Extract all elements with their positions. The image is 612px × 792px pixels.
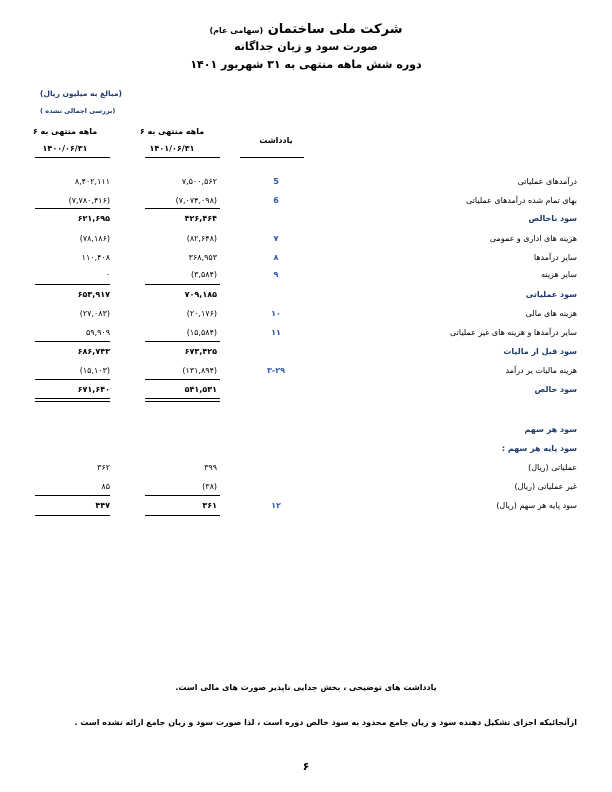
row-value-current: ۵۴۱,۵۳۱: [184, 385, 217, 394]
column-header-prior: [15, 127, 115, 153]
eps-row-label: غیر عملیاتی (ریال): [514, 482, 577, 491]
row-value-current: ۷,۵۰۰,۵۶۲: [181, 177, 217, 186]
row-value-prior: ۶۸۶,۷۴۳: [77, 347, 110, 356]
company-name: [0, 22, 612, 37]
subtotal-line: [35, 341, 110, 342]
header-underline-prior: [35, 157, 110, 158]
row-value-prior: (۷۸,۱۸۶): [79, 234, 110, 243]
row-label: هزینه مالیات بر درآمد: [505, 366, 577, 375]
statement-title: صورت سود و زیان جداگانه: [234, 40, 378, 53]
eps-row-note: ۱۲: [271, 501, 281, 510]
row-value-prior: ۵۹,۹۰۹: [85, 328, 110, 337]
total-double-line: [35, 398, 110, 402]
row-note: ۱۱: [271, 328, 281, 337]
row-note: 6: [273, 196, 279, 205]
units-note: (مبالغ به میلیون ریال): [40, 89, 122, 98]
row-note: ۳-۲۹: [267, 366, 285, 375]
row-note: 5: [273, 177, 279, 186]
column-header-current: [122, 127, 222, 153]
footnote-explanatory: یادداشت های توضیحی ، بخش جدایی ناپذیر صورت های مالی است.: [175, 683, 437, 692]
row-value-prior: (۷,۷۸۰,۴۱۶): [68, 196, 110, 205]
row-value-current: ۳۶۸,۹۵۳: [188, 253, 217, 262]
row-value-current: (۲۰,۱۷۶): [186, 309, 217, 318]
header-underline-current: [145, 157, 220, 158]
eps-value-current: ۳۹۹: [204, 463, 217, 472]
row-label: سود ناخالص: [528, 214, 577, 223]
row-value-prior: ۱۱۰,۴۰۸: [81, 253, 110, 262]
row-value-current: (۸۲,۶۴۸): [186, 234, 217, 243]
row-value-prior: ۶۵۳,۹۱۷: [77, 290, 110, 299]
total-line: [145, 515, 220, 516]
row-value-current: (۳,۵۸۴): [191, 270, 217, 279]
row-note: ۱۰: [271, 309, 281, 318]
subtotal-line: [145, 284, 220, 285]
row-label: سود عملیاتی: [525, 290, 577, 299]
row-value-prior: (۲۷,۰۸۳): [79, 309, 110, 318]
column-header-note: یادداشت: [259, 136, 293, 145]
row-label: بهای تمام شده درآمدهای عملیاتی: [466, 196, 577, 205]
row-value-prior: ۶۷۱,۶۴۰: [77, 385, 110, 394]
subtotal-line: [35, 284, 110, 285]
row-label: سایر درآمدها: [533, 253, 577, 262]
eps-section-title: سود هر سهم: [524, 425, 577, 434]
subtotal-line: [145, 495, 220, 496]
row-value-prior: (۱۵,۱۰۳): [79, 366, 110, 375]
company-name-text: شرکت ملی ساختمان: [267, 22, 403, 37]
row-value-current: (۱۳۱,۸۹۴): [182, 366, 217, 375]
row-note: ۸: [273, 253, 279, 262]
subtotal-line: [145, 379, 220, 380]
subtotal-line: [35, 379, 110, 380]
row-value-current: (۷,۰۷۴,۰۹۸): [175, 196, 217, 205]
eps-value-prior: ۳۶۲: [97, 463, 110, 472]
row-label: هزینه های اداری و عمومی: [489, 234, 577, 243]
row-note: ۷: [273, 234, 279, 243]
row-value-current: ۶۷۳,۴۲۵: [184, 347, 217, 356]
eps-value-prior: ۴۴۷: [95, 501, 110, 510]
row-label: درآمدهای عملیاتی: [517, 177, 577, 186]
company-type: (سهامی عام): [209, 26, 264, 35]
subtotal-line: [145, 341, 220, 342]
statement-period: دوره شش ماهه منتهی به ۳۱ شهریور ۱۴۰۱: [190, 58, 422, 71]
total-double-line: [145, 398, 220, 402]
row-value-current: ۷۰۹,۱۸۵: [184, 290, 217, 299]
column-header-current-date: ۱۴۰۱/۰۶/۳۱: [149, 144, 195, 153]
page-number: ۶: [302, 760, 310, 773]
subtotal-line: [35, 208, 110, 209]
header-underline-note: [240, 157, 304, 158]
row-label: سود خالص: [534, 385, 577, 394]
eps-value-current: ۳۶۱: [202, 501, 217, 510]
column-header-prior-date: ۱۴۰۰/۰۶/۳۱: [42, 144, 88, 153]
row-value-prior: ۰: [105, 270, 110, 279]
row-value-current: ۴۲۶,۴۶۴: [184, 214, 217, 223]
row-label: هزینه های مالی: [525, 309, 577, 318]
footnote-comprehensive-income: ازآنجائیکه اجزای تشکیل دهنده سود و زیان جامع محدود به سود خالص دوره است ، لذا صورت سود و زیان جامع ارائه نشده است .: [74, 718, 577, 727]
row-label: سایر هزینه: [541, 270, 577, 279]
row-label: سایر درآمدها و هزینه های غیر عملیاتی: [450, 328, 577, 337]
eps-subtitle: سود پایه هر سهم :: [501, 444, 577, 453]
row-label: سود قبل از مالیات: [503, 347, 577, 356]
subtotal-line: [145, 208, 220, 209]
row-value-prior: ۶۲۱,۶۹۵: [77, 214, 110, 223]
row-value-current: (۱۵,۵۸۴): [186, 328, 217, 337]
eps-row-label: عملیاتی (ریال): [528, 463, 577, 472]
subtotal-line: [35, 495, 110, 496]
row-note: ۹: [273, 270, 279, 279]
column-header-current-title: ۶ ماهه منتهی به: [139, 127, 205, 136]
unaudited-note: ( بررسی اجمالی نشده): [40, 107, 116, 115]
row-value-prior: ۸,۴۰۲,۱۱۱: [74, 177, 110, 186]
eps-row-label: سود پایه هر سهم (ریال): [496, 501, 577, 510]
eps-value-prior: ۸۵: [101, 482, 110, 491]
column-header-prior-title: ۶ ماهه منتهی به: [32, 127, 98, 136]
total-line: [35, 515, 110, 516]
eps-value-current: (۳۸): [202, 482, 217, 491]
